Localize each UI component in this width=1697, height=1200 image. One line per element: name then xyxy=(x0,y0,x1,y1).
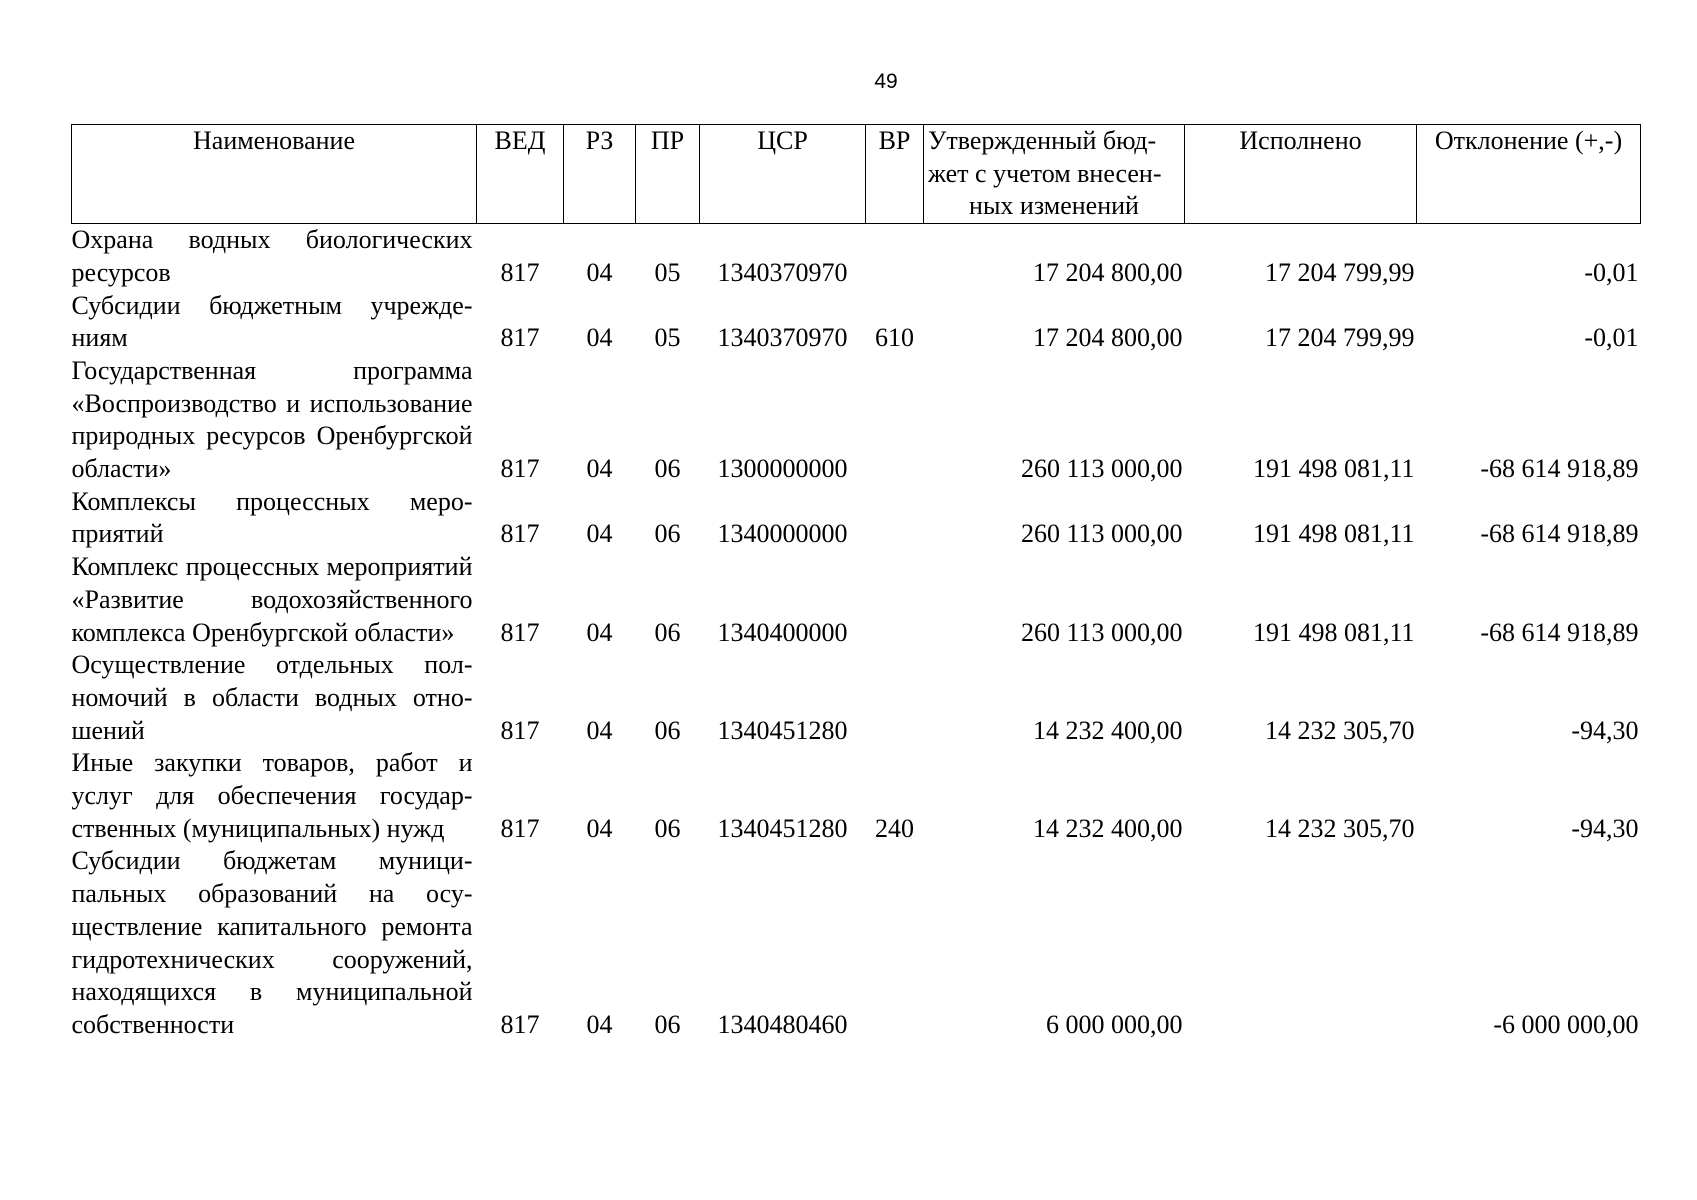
row-deviation: -68 614 918,89 xyxy=(1480,617,1639,647)
row-name: Государственная программа «Воспроизводство и использование природных ресурсов Оренбургской области» xyxy=(71,355,473,484)
row-deviation: -94,30 xyxy=(1571,813,1639,843)
row-ved: 817 xyxy=(500,323,540,353)
row-budget: 14 232 400,00 xyxy=(1033,813,1183,843)
row-vr: 610 xyxy=(875,323,914,353)
row-rz: 04 xyxy=(586,715,613,745)
row-name: Субсидии бюджетам муниципальных образований на осуществление капитального ремонта гидротехнических сооружений, находящихся в муниципальной собственности xyxy=(71,846,473,1039)
row-csr: 1300000000 xyxy=(717,454,848,484)
row-vr xyxy=(866,845,924,1041)
table-row xyxy=(72,355,1641,486)
table-row xyxy=(72,649,1641,747)
row-name: Комплексы процессных мероприятий xyxy=(71,486,473,549)
row-ved: 817 xyxy=(500,257,540,287)
row-csr: 1340400000 xyxy=(717,617,848,647)
table-body xyxy=(72,224,1641,1042)
row-csr: 1340451280 xyxy=(717,715,848,745)
row-csr: 1340451280 xyxy=(717,813,848,843)
header-rz: РЗ xyxy=(564,125,636,224)
row-executed: 191 498 081,11 xyxy=(1252,454,1415,484)
row-executed: 14 232 305,70 xyxy=(1265,715,1415,745)
row-budget: 14 232 400,00 xyxy=(1033,715,1183,745)
row-executed: 17 204 799,99 xyxy=(1265,257,1415,287)
row-csr: 1340480460 xyxy=(717,1009,848,1039)
row-rz: 04 xyxy=(586,1009,613,1039)
table-row xyxy=(72,551,1641,649)
row-name: Субсидии бюджетным учреждениям xyxy=(71,290,473,353)
row-pr: 06 xyxy=(654,519,681,549)
table-row xyxy=(72,224,1641,290)
header-budget-line-1: Утвержденный бюд- xyxy=(928,126,1157,155)
row-executed: 191 498 081,11 xyxy=(1252,617,1415,647)
header-vr: ВР xyxy=(866,125,924,224)
row-budget: 6 000 000,00 xyxy=(1046,1009,1183,1039)
row-budget: 260 113 000,00 xyxy=(1020,454,1183,484)
row-csr: 1340370970 xyxy=(717,257,848,287)
row-rz: 04 xyxy=(586,519,613,549)
row-deviation: -68 614 918,89 xyxy=(1480,454,1639,484)
row-name: Комплекс процессных мероприятий «Развитие водохозяйственного комплекса Оренбургской области» xyxy=(71,552,473,647)
header-row xyxy=(72,125,1641,224)
row-ved: 817 xyxy=(500,1009,540,1039)
row-vr xyxy=(866,551,924,649)
row-vr xyxy=(866,486,924,551)
row-pr: 06 xyxy=(654,813,681,843)
row-budget: 260 113 000,00 xyxy=(1020,617,1183,647)
row-vr: 240 xyxy=(875,813,914,843)
row-budget: 260 113 000,00 xyxy=(1020,519,1183,549)
row-budget: 17 204 800,00 xyxy=(1033,257,1183,287)
row-rz: 04 xyxy=(586,617,613,647)
row-ved: 817 xyxy=(500,519,540,549)
row-vr xyxy=(866,649,924,747)
row-ved: 817 xyxy=(500,813,540,843)
row-vr xyxy=(866,355,924,486)
row-rz: 04 xyxy=(586,257,613,287)
header-budget-line-3: ных изменений xyxy=(969,191,1139,221)
row-executed: 14 232 305,70 xyxy=(1265,813,1415,843)
row-pr: 06 xyxy=(654,1009,681,1039)
header-pr: ПР xyxy=(636,125,700,224)
budget-table xyxy=(71,124,1641,1042)
table-row xyxy=(72,290,1641,355)
table-row xyxy=(72,845,1641,1041)
row-pr: 05 xyxy=(654,323,681,353)
row-deviation: -68 614 918,89 xyxy=(1480,519,1639,549)
row-ved: 817 xyxy=(500,617,540,647)
row-rz: 04 xyxy=(586,323,613,353)
row-executed: 17 204 799,99 xyxy=(1265,323,1415,353)
row-name: Осуществление отдельных полномочий в области водных отношений xyxy=(71,650,473,745)
header-executed: Исполнено xyxy=(1185,125,1417,224)
row-ved: 817 xyxy=(500,715,540,745)
row-deviation: -0,01 xyxy=(1584,257,1639,287)
table-row xyxy=(72,486,1641,551)
row-pr: 06 xyxy=(654,617,681,647)
row-deviation: -0,01 xyxy=(1584,323,1639,353)
row-pr: 05 xyxy=(654,257,681,287)
row-rz: 04 xyxy=(586,813,613,843)
row-deviation: -6 000 000,00 xyxy=(1493,1009,1639,1039)
header-ved: ВЕД xyxy=(477,125,564,224)
row-name: Охрана водных биологических ресурсов xyxy=(71,225,473,287)
row-rz: 04 xyxy=(586,454,613,484)
header-budget xyxy=(924,125,1185,224)
row-name: Иные закупки товаров, работ и услуг для обеспечения государственных (муниципальных) нужд xyxy=(71,748,473,843)
header-name: Наименование xyxy=(72,125,477,224)
row-vr xyxy=(866,224,924,290)
row-csr: 1340000000 xyxy=(717,519,848,549)
row-csr: 1340370970 xyxy=(717,323,848,353)
header-budget-line-2: жет с учетом внесен- xyxy=(928,158,1162,188)
header-csr: ЦСР xyxy=(700,125,866,224)
row-ved: 817 xyxy=(500,454,540,484)
row-deviation: -94,30 xyxy=(1571,715,1639,745)
row-executed: 191 498 081,11 xyxy=(1252,519,1415,549)
row-budget: 17 204 800,00 xyxy=(1033,323,1183,353)
row-pr: 06 xyxy=(654,715,681,745)
row-executed xyxy=(1185,845,1417,1041)
row-pr: 06 xyxy=(654,454,681,484)
page-number: 49 xyxy=(874,70,898,93)
header-deviation: Отклонение (+,-) xyxy=(1417,125,1641,224)
table-header xyxy=(72,125,1641,224)
table-row xyxy=(72,747,1641,845)
